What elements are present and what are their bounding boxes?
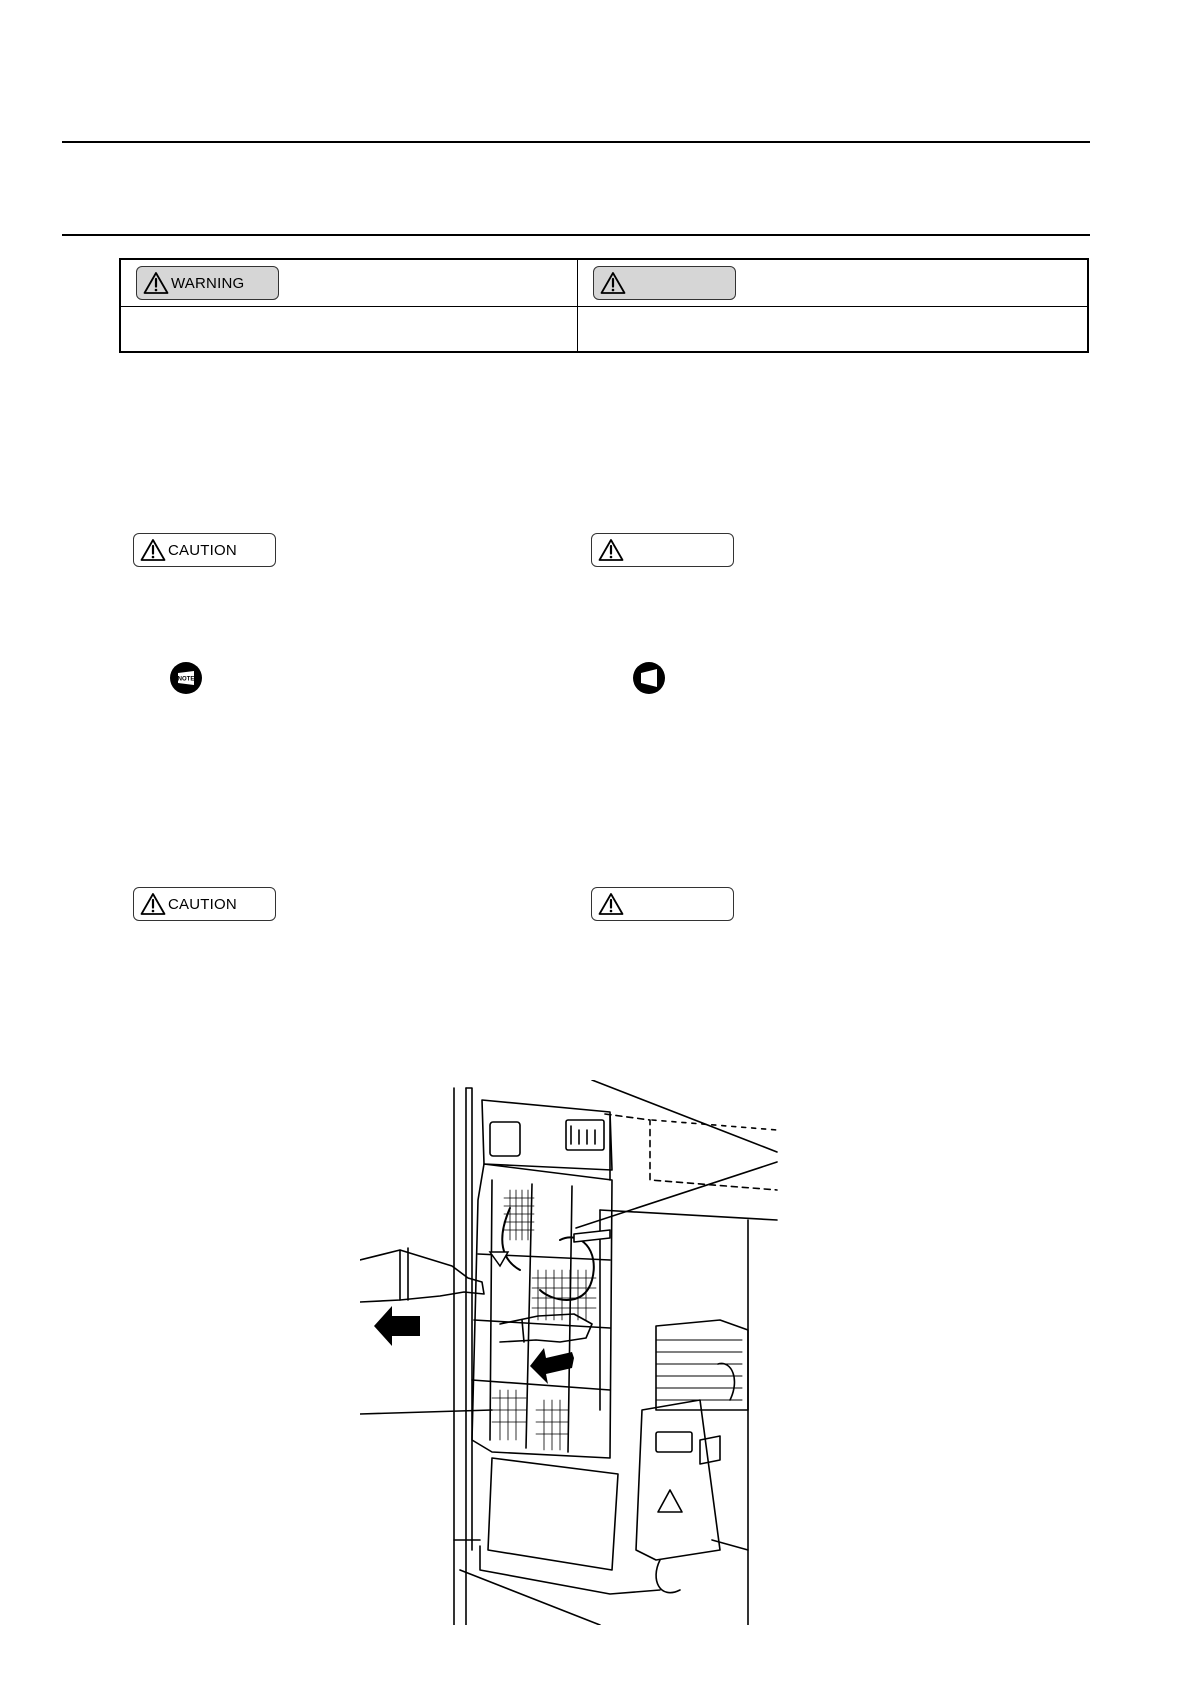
caution-triangle-icon <box>140 538 166 562</box>
filter-removal-illustration <box>360 1080 780 1625</box>
caution-label-text-2: CAUTION <box>168 895 237 913</box>
caution-triangle-icon <box>598 538 624 562</box>
warning-label-text: WARNING <box>171 274 245 292</box>
table-divider-horizontal <box>121 306 1087 307</box>
header-rule-top <box>62 141 1090 143</box>
warning-triangle-icon <box>600 271 626 295</box>
header-rule-bottom <box>62 234 1090 236</box>
caution-label-text: CAUTION <box>168 541 237 559</box>
caution-label-left-1 <box>133 533 276 567</box>
warning-table <box>119 258 1089 353</box>
caution-triangle-icon <box>140 892 166 916</box>
warning-triangle-icon <box>143 271 169 295</box>
warning-label-right <box>593 266 736 300</box>
speaker-icon <box>632 661 666 695</box>
caution-triangle-icon <box>598 892 624 916</box>
caution-label-left-2 <box>133 887 276 921</box>
warning-label-left <box>136 266 279 300</box>
note-icon-text: NOTE <box>177 676 195 683</box>
caution-label-right-2 <box>591 887 734 921</box>
caution-label-right-1 <box>591 533 734 567</box>
note-icon <box>169 661 203 695</box>
